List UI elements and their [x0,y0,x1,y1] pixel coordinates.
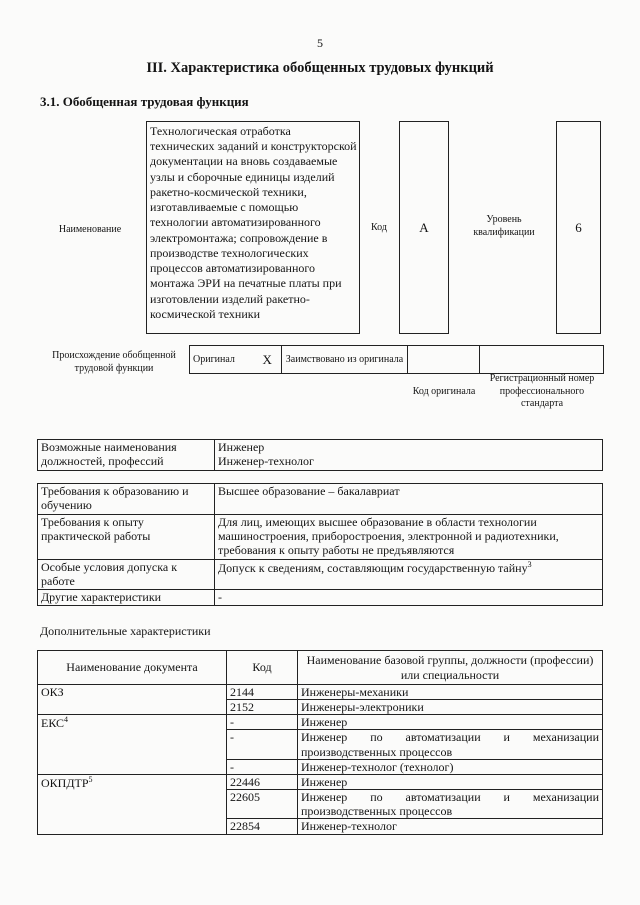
header-doc: Наименование документа [38,651,227,685]
extra-title: Дополнительные характеристики [40,624,211,638]
doc-title-line: производственных процессов [301,804,453,819]
header-code: Код [227,651,298,685]
page-number: 5 [317,36,323,50]
doc-title: Инженер-технолог [298,819,603,834]
additional-characteristics-table [37,650,603,835]
code-label: Код [371,222,387,233]
doc-code: 2144 [227,685,298,700]
level-label: Уровень квалификации [473,214,535,238]
footnote-mark: 4 [64,715,69,725]
doc-title-line: Инженер по автоматизации и механизации [301,730,599,745]
registration-caption: Регистрационный номер профессионального стандарта [489,373,595,409]
section-title: III. Характеристика обобщенных трудовых функций [146,60,494,76]
doc-code: 22605 [227,790,298,819]
doc-title: Инженеры-электроники [298,700,603,715]
original-code-cell [408,346,480,374]
footnote-mark: 5 [88,774,93,784]
doc-name-text: ОКПДТР [41,775,89,790]
position-item: Инженер-технолог [218,454,314,469]
doc-code: - [227,759,298,774]
requirement-value: Для лиц, имеющих высшее образование в области технологии машиностроения, приборостроения, электронной и радиотехники, требования к опыту работы не предъявляются [215,515,603,560]
doc-name [38,715,227,775]
code-caption: Код оригинала [412,386,476,397]
name-label: Наименование [58,224,122,235]
positions-table [37,439,603,471]
function-name-box: Технологическая отработка технических заданий и конструкторской документации на вновь создаваемые узлы и сборочные единицы изделий ракетно-космической техники, изготавливаемые с помощью технологии автоматизированного электромонтажа; сопровождение в производстве технологических процессов автоматизированного монтажа ЭРИ на печатные платы при изготовлении изделий ракетно-космической техники [146,121,360,334]
doc-code: - [227,715,298,730]
original-mark: X [254,346,282,374]
doc-name: ОКЗ [38,685,227,715]
footnote-mark: 3 [527,560,532,569]
requirement-label: Другие характеристики [38,590,215,606]
subsection-title: 3.1. Обобщенная трудовая функция [40,94,249,109]
registration-number-cell [480,346,604,374]
doc-title: Инженер-технолог (технолог) [298,759,603,774]
doc-name [38,774,227,834]
doc-title [298,790,603,819]
positions-values [215,440,603,471]
doc-title: Инженер [298,774,603,789]
doc-code: 22854 [227,819,298,834]
doc-title: Инженер [298,715,603,730]
header-name: Наименование базовой группы, должности (профессии) или специальности [298,651,603,685]
doc-code: - [227,730,298,759]
requirement-value-text: Допуск к сведениям, составляющим государственную тайну [218,561,528,575]
requirement-label: Требования к опыту практической работы [38,515,215,560]
doc-title: Инженеры-механики [298,685,603,700]
requirements-table [37,483,603,606]
doc-code: 22446 [227,774,298,789]
doc-code: 2152 [227,700,298,715]
requirement-value: Высшее образование – бакалавриат [215,484,603,515]
requirement-label: Особые условия допуска к работе [38,560,215,590]
position-item: Инженер [218,440,265,454]
code-box: A [399,121,449,334]
doc-title-line: Инженер по автоматизации и механизации [301,790,599,805]
original-label: Оригинал [190,346,254,374]
requirement-value [215,560,603,590]
doc-name-text: ЕКС [41,716,65,731]
doc-title [298,730,603,759]
level-box: 6 [556,121,601,334]
origin-label: Происхождение обобщенной трудовой функции [52,350,176,374]
requirement-label: Требования к образованию и обучению [38,484,215,515]
requirement-value: - [215,590,603,606]
doc-title-line: производственных процессов [301,744,453,759]
origin-table [189,345,604,374]
borrowed-label: Заимствовано из оригинала [282,346,408,374]
positions-label: Возможные наименования должностей, профессий [38,440,215,471]
